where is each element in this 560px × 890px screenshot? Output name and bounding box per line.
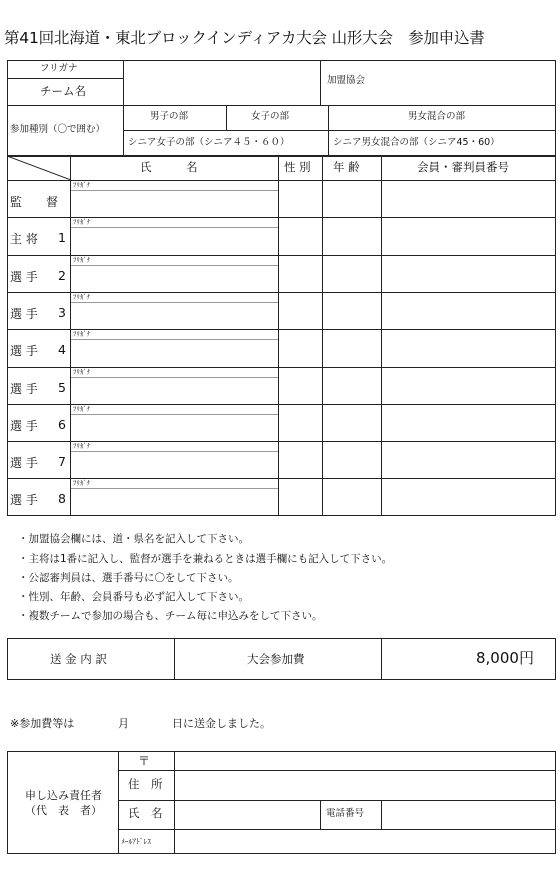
applicant-label-sub: （代 表 者）: [25, 804, 102, 817]
fee-item: 大会参加費: [247, 652, 305, 666]
note-2: ・主将は1番に記入し、監督が選手を兼ねるときは選手欄にも記入して下さい。: [18, 553, 393, 565]
age-field[interactable]: [323, 415, 381, 440]
email-field[interactable]: [175, 830, 555, 853]
furigana-small-label: ﾌﾘｶﾞﾅ: [73, 368, 91, 376]
row-label: 主 将: [10, 232, 38, 246]
row-label: 選 手: [10, 382, 38, 396]
gender-field[interactable]: [279, 228, 322, 253]
furigana-small-label: ﾌﾘｶﾞﾅ: [73, 293, 91, 301]
age-field[interactable]: [323, 266, 381, 291]
furigana-field[interactable]: [124, 60, 320, 78]
member-no-field[interactable]: [382, 191, 555, 216]
age-field[interactable]: [323, 340, 381, 365]
name-field[interactable]: [71, 228, 278, 253]
age-field[interactable]: [323, 191, 381, 216]
header-name: 氏 名: [140, 160, 198, 174]
gender-field[interactable]: [279, 452, 322, 477]
row-number: 5: [58, 380, 66, 395]
furigana-label: フリガナ: [40, 63, 78, 74]
member-no-field[interactable]: [382, 378, 555, 403]
row-label: 選 手: [10, 493, 38, 507]
row-label: 選 手: [10, 456, 38, 470]
furigana-small-label: ﾌﾘｶﾞﾅ: [73, 330, 91, 338]
row-label: 選 手: [10, 270, 38, 284]
row-number: 1: [58, 230, 66, 245]
row-label: 監 督: [10, 195, 59, 209]
team-name-label: チーム名: [40, 84, 86, 98]
member-no-field[interactable]: [382, 340, 555, 365]
address-field[interactable]: [175, 771, 555, 800]
association-label: 加盟協会: [327, 75, 366, 86]
category-men[interactable]: 男子の部: [150, 111, 189, 122]
member-no-field[interactable]: [382, 266, 555, 291]
gender-field[interactable]: [279, 266, 322, 291]
age-field[interactable]: [323, 303, 381, 328]
row-label: 選 手: [10, 344, 38, 358]
remit-month-label: 月: [118, 717, 129, 730]
member-no-field[interactable]: [382, 452, 555, 477]
furigana-small-label: ﾌﾘｶﾞﾅ: [73, 181, 91, 189]
gender-field[interactable]: [279, 378, 322, 403]
address-label: 住 所: [128, 777, 163, 791]
member-no-field[interactable]: [382, 489, 555, 514]
furigana-small-label: ﾌﾘｶﾞﾅ: [73, 256, 91, 264]
postal-mark: 〒: [138, 754, 151, 768]
furigana-small-label: ﾌﾘｶﾞﾅ: [73, 442, 91, 450]
row-number: 6: [58, 417, 66, 432]
remit-prefix: ※参加費等は: [10, 717, 75, 730]
row-number: 7: [58, 454, 66, 469]
age-field[interactable]: [323, 228, 381, 253]
header-member-no: 会員・審判員番号: [417, 160, 509, 174]
gender-field[interactable]: [279, 340, 322, 365]
category-senior-women[interactable]: シニア女子の部（シニア４５・６０）: [128, 137, 290, 148]
note-5: ・複数チームで参加の場合も、チーム毎に申込みをして下さい。: [18, 610, 323, 622]
note-3: ・公認審判員は、選手番号に〇をして下さい。: [18, 572, 239, 584]
applicant-name-label: 氏 名: [128, 806, 163, 820]
row-number: 3: [58, 305, 66, 320]
name-field[interactable]: [71, 191, 278, 216]
member-no-field[interactable]: [382, 228, 555, 253]
row-number: 8: [58, 491, 66, 506]
name-field[interactable]: [71, 452, 278, 477]
name-field[interactable]: [71, 266, 278, 291]
gender-field[interactable]: [279, 415, 322, 440]
member-no-field[interactable]: [382, 303, 555, 328]
row-label: 選 手: [10, 307, 38, 321]
member-no-field[interactable]: [382, 415, 555, 440]
category-mixed[interactable]: 男女混合の部: [408, 111, 466, 122]
note-1: ・加盟協会欄には、道・県名を記入して下さい。: [18, 533, 249, 545]
email-label: ﾒｰﾙｱﾄﾞﾚｽ: [121, 837, 151, 846]
gender-field[interactable]: [279, 191, 322, 216]
header-diagonal: [7, 156, 71, 180]
name-field[interactable]: [71, 340, 278, 365]
remit-month-field[interactable]: [85, 713, 115, 731]
postal-code-field[interactable]: [175, 752, 555, 770]
category-women[interactable]: 女子の部: [251, 111, 290, 122]
row-label: 選 手: [10, 419, 38, 433]
name-field[interactable]: [71, 489, 278, 514]
name-field[interactable]: [71, 378, 278, 403]
gender-field[interactable]: [279, 303, 322, 328]
applicant-name-field[interactable]: [175, 801, 320, 829]
row-number: 2: [58, 268, 66, 283]
fee-label: 送 金 内 訳: [50, 652, 107, 666]
age-field[interactable]: [323, 489, 381, 514]
name-field[interactable]: [71, 303, 278, 328]
association-field[interactable]: [321, 60, 556, 105]
furigana-small-label: ﾌﾘｶﾞﾅ: [73, 479, 91, 487]
phone-field[interactable]: [382, 801, 555, 829]
applicant-label: 申し込み責任者: [25, 789, 102, 802]
fee-amount: 8,000円: [476, 649, 534, 667]
header-gender: 性 別: [284, 160, 311, 174]
phone-label: 電話番号: [326, 808, 365, 819]
name-field[interactable]: [71, 415, 278, 440]
category-label: 参加種別（〇で囲む）: [10, 124, 106, 135]
furigana-small-label: ﾌﾘｶﾞﾅ: [73, 218, 91, 226]
team-name-field[interactable]: [124, 79, 320, 105]
category-senior-mixed[interactable]: シニア男女混合の部（シニア45・60）: [333, 137, 500, 148]
note-4: ・性別、年齢、会員番号も必ず記入して下さい。: [18, 591, 249, 603]
header-age: 年 齢: [333, 160, 360, 174]
remit-suffix: 日に送金しました。: [172, 717, 271, 730]
row-number: 4: [58, 342, 66, 357]
page-title: 第41回北海道・東北ブロックインディアカ大会 山形大会 参加申込書: [4, 29, 485, 47]
remit-day-field[interactable]: [133, 713, 169, 731]
age-field[interactable]: [323, 378, 381, 403]
gender-field[interactable]: [279, 489, 322, 514]
age-field[interactable]: [323, 452, 381, 477]
furigana-small-label: ﾌﾘｶﾞﾅ: [73, 405, 91, 413]
